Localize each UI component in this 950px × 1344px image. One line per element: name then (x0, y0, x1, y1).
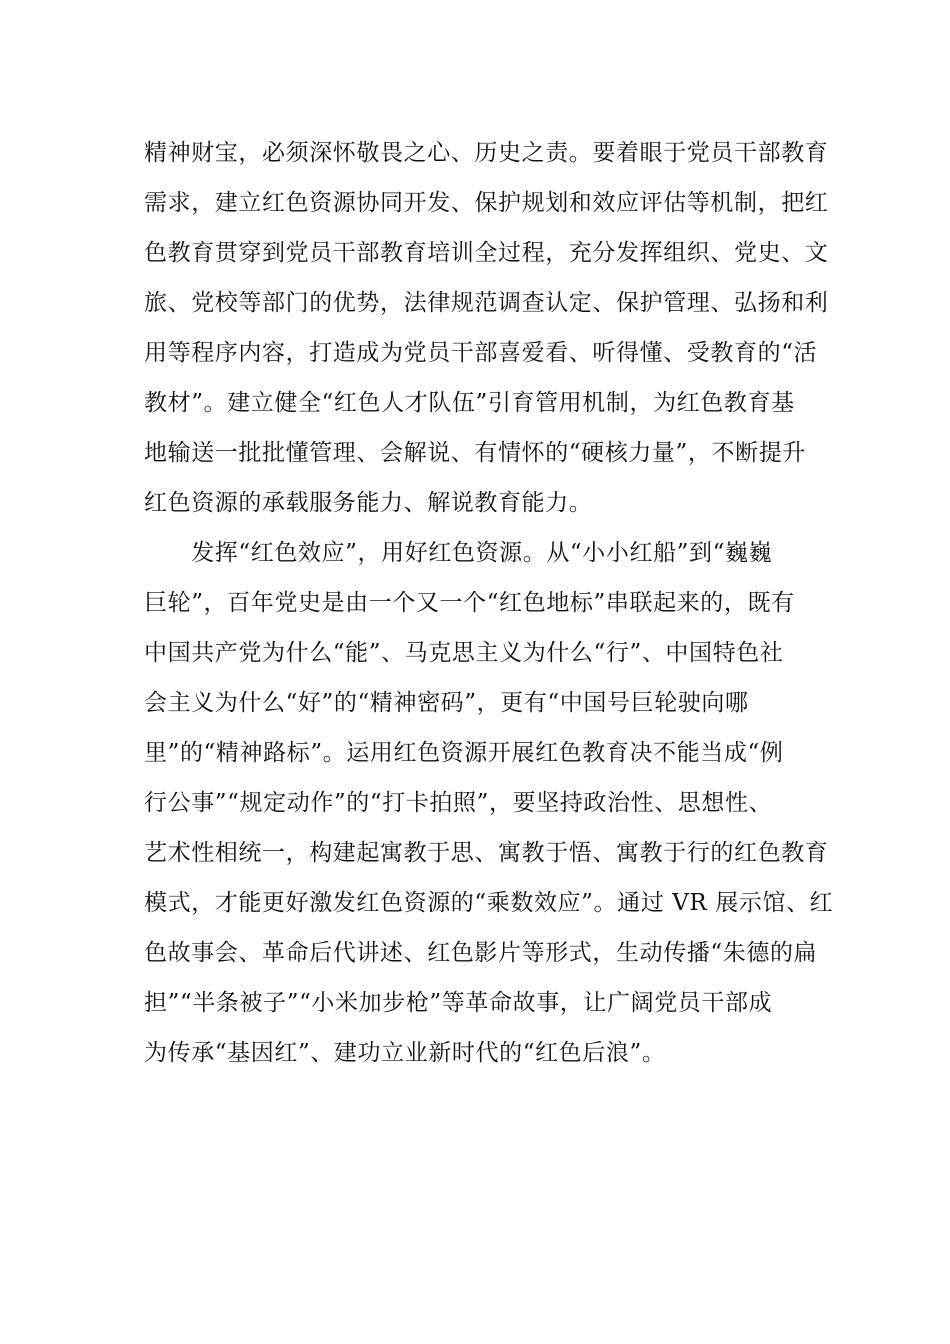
paragraph-1 (144, 128, 829, 528)
paragraph-2 (144, 528, 834, 1078)
text-line: 色故事会、革命后代讲述、红色影片等形式，生动传播“朱德的扁 (144, 940, 818, 966)
text-line: 红色资源的承载服务能力、解说教育能力。 (144, 490, 593, 516)
text-line: 模式，才能更好激发红色资源的“乘数效应”。通过 VR 展示馆、红 (144, 890, 834, 916)
text-line: 担”“半条被子”“小米加步枪”等革命故事，让广阔党员干部成 (144, 990, 773, 1016)
text-line: 色教育贯穿到党员干部教育培训全过程，充分发挥组织、党史、文 (144, 240, 829, 266)
text-line: 会主义为什么“好”的“精神密码”，更有“中国号巨轮驶向哪 (144, 690, 749, 716)
text-line: 教材”。建立健全“红色人才队伍”引育管用机制，为红色教育基 (144, 390, 795, 416)
text-line: 需求，建立红色资源协同开发、保护规划和效应评估等机制，把红 (144, 190, 829, 216)
text-line: 巨轮”，百年党史是由一个又一个“红色地标”串联起来的，既有 (144, 590, 795, 616)
text-line: 发挥“红色效应”，用好红色资源。从“小小红船”到“巍巍 (144, 540, 773, 566)
body-text (144, 128, 834, 1078)
text-line: 行公事”“规定动作”的“打卡拍照”，要坚持政治性、思想性、 (144, 790, 773, 816)
text-line: 艺术性相统一，构建起寓教于思、寓教于悟、寓教于行的红色教育 (144, 840, 829, 866)
text-line: 里”的“精神路标”。运用红色资源开展红色教育决不能当成“例 (144, 740, 784, 766)
text-line: 中国共产党为什么“能”、马克思主义为什么“行”、中国特色社 (144, 640, 784, 666)
text-line: 用等程序内容，打造成为党员干部喜爱看、听得懂、受教育的“活 (144, 340, 818, 366)
text-line: 旅、党校等部门的优势，法律规范调查认定、保护管理、弘扬和利 (144, 290, 829, 316)
text-line: 为传承“基因红”、建功立业新时代的“红色后浪”。 (144, 1040, 666, 1066)
text-line: 地输送一批批懂管理、会解说、有情怀的“硬核力量”，不断提升 (144, 440, 806, 466)
text-line: 精神财宝，必须深怀敬畏之心、历史之责。要着眼于党员干部教育 (144, 140, 829, 166)
